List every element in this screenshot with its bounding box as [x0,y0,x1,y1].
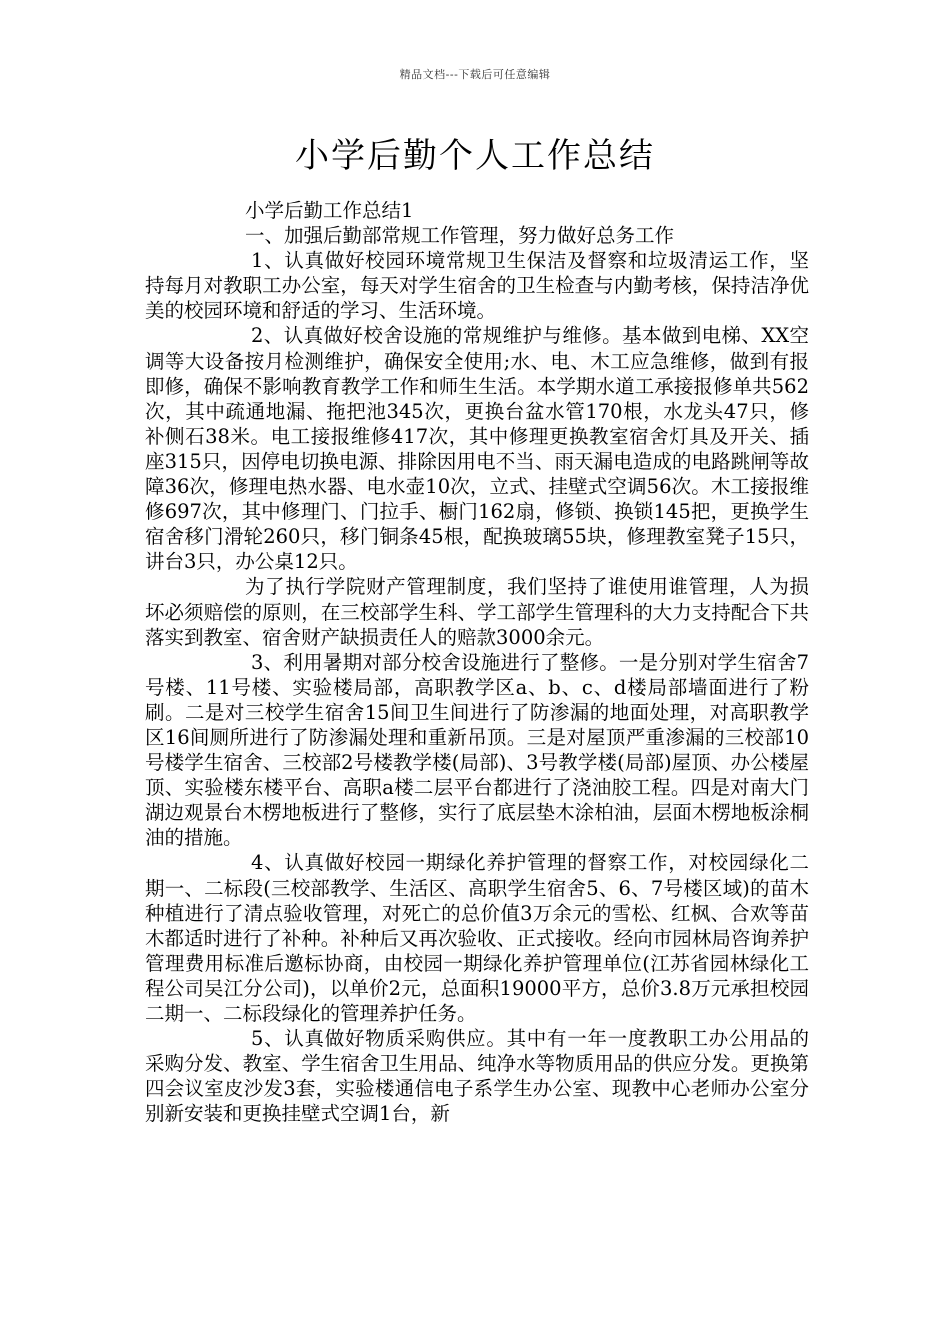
header-note: 精品文档---下载后可任意编辑 [399,68,551,81]
body-paragraph: 4、认真做好校园一期绿化养护管理的督察工作，对校园绿化二期一、二标段(三校部教学、生活区、高职学生宿舍5、6、7号楼区域)的苗木种植进行了清点验收管理，对死亡的总价值3万余元的雪松、红枫、合欢等苗木都适时进行了补种。补种后又再次验收、正式接收。经向市园林局咨询养护管理费用标准后邀标协商，由校园一期绿化养护管理单位(江苏省园林绿化工程公司吴江分公司)，以单价2元，总面积19000平方，总价3.8万元承担校园二期一、二标段绿化的管理养护任务。 [145,851,809,1025]
document-title: 小学后勤个人工作总结 [295,136,655,176]
body-paragraph: 1、认真做好校园环境常规卫生保洁及督察和垃圾清运工作，坚持每月对教职工办公室，每天对学生宿舍的卫生检查与内勤考核，保持洁净优美的校园环境和舒适的学习、生活环境。 [145,249,809,323]
section-heading: 小学后勤工作总结1 [245,199,414,222]
body-paragraph: 2、认真做好校舍设施的常规维护与维修。基本做到电梯、XX空调等大设备按月检测维护，确保安全使用;水、电、木工应急维修，做到有报即修，确保不影响教育教学工作和师生生活。本学期水道工承接报修单共562次，其中疏通地漏、拖把池345次，更换台盆水管170根，水龙头47只，修补侧石38米。电工接报维修417次，其中修理更换教室宿舍灯具及开关、插座315只，因停电切换电源、排除因用电不当、雨天漏电造成的电路跳闸等故障36次，修理电热水器、电水壶10次，立式、挂壁式空调56次。木工接报维修697次，其中修理门、门拉手、橱门162扇，修锁、换锁145把，更换学生宿舍移门滑轮260只，移门铜条45根，配换玻璃55块，修理教室凳子15只，讲台3只，办公桌12只。 [145,324,809,574]
body-paragraph: 5、认真做好物质采购供应。其中有一年一度教职工办公用品的采购分发、教室、学生宿舍卫生用品、纯净水等物质用品的供应分发。更换第四会议室皮沙发3套，实验楼通信电子系学生办公室、现教中心老师办公室分别新安装和更换挂壁式空调1台，新 [145,1027,809,1126]
body-paragraph: 为了执行学院财产管理制度，我们坚持了谁使用谁管理，人为损坏必须赔偿的原则，在三校部学生科、学工部学生管理科的大力支持配合下共落实到教室、宿舍财产缺损责任人的赔款3000余元。 [145,575,809,649]
document-body [145,198,809,1126]
subsection-heading: 一、加强后勤部常规工作管理，努力做好总务工作 [245,224,675,248]
body-paragraph: 3、利用暑期对部分校舍设施进行了整修。一是分别对学生宿舍7号楼、11号楼、实验楼局部，高职教学区a、b、c、d楼局部墙面进行了粉刷。二是对三校学生宿舍15间卫生间进行了防渗漏的地面处理，对高职教学区16间厕所进行了防渗漏处理和重新吊顶。三是对屋顶严重渗漏的三校部10号楼学生宿舍、三校部2号楼教学楼(局部)、3号教学楼(局部)屋顶、办公楼屋顶、实验楼东楼平台、高职a楼二层平台都进行了浇油胶工程。四是对南大门湖边观景台木楞地板进行了整修，实行了底层垫木涂柏油，层面木楞地板涂桐油的措施。 [145,650,809,850]
